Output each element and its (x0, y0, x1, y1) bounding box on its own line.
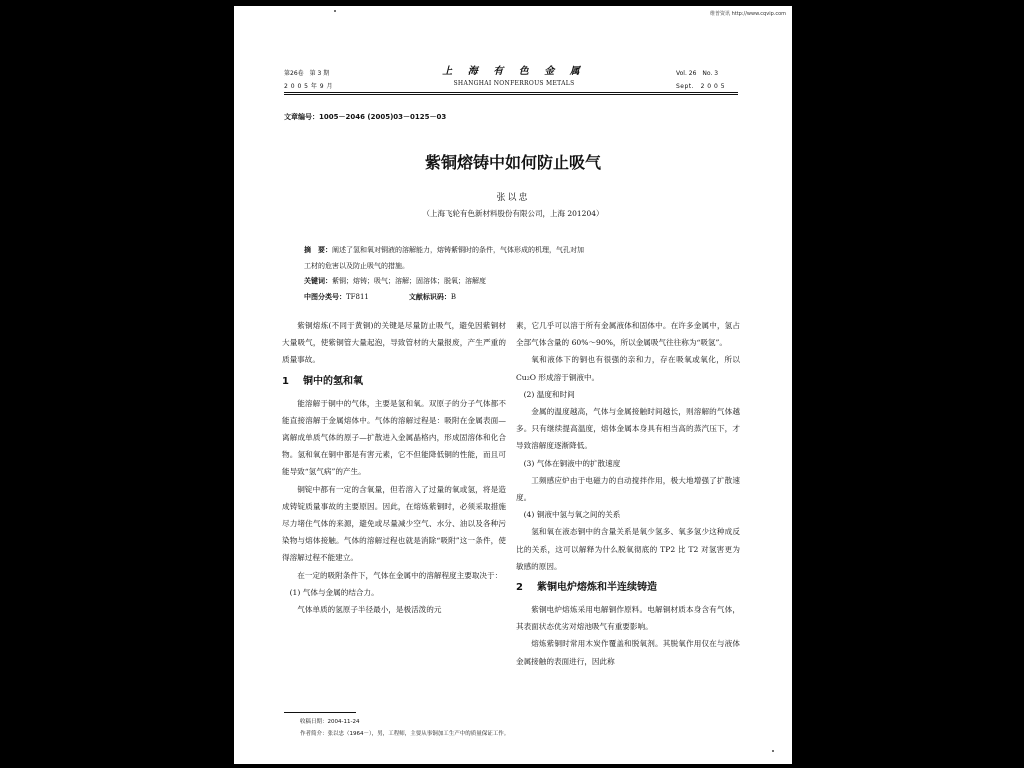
classification-line (304, 290, 456, 304)
list-item: (3) 气体在铜液中的扩散速度 (523, 458, 621, 468)
section-heading-2: 2 紫铜电炉熔炼和半连续铸造 (516, 582, 657, 594)
paragraph: 铜锭中都有一定的含氧量，但若溶入了过量的氧或氢，将是造成铸锭质量事故的主要原因。因此，在熔炼紫铜时，必须采取措施尽力堵住气体的来源，避免或尽量减少空气、水分、油以及各种污染物与熔体接触。气体的溶解过程也就是消除“吸附”这一条件，使得溶解过程不能建立。 (282, 484, 506, 563)
paragraph: 金属的温度越高，气体与金属接触时间越长，则溶解的气体越多。只有继续提高温度，熔体金属本身具有相当高的蒸汽压下，才导致溶解度逐渐降低。 (516, 407, 740, 451)
author-name: 张以忠 (496, 193, 530, 203)
paragraph: 能溶解于铜中的气体，主要是氢和氧。双原子的分子气体都不能直接溶解于金属熔体中。气体的溶解过程是：吸附在金属表面—离解成单质气体的原子—扩散进入金属晶格内，形成固溶体和化合物。氢和氧在铜中都是有害元素，它不但能降低铜的性能，而且可能导致“氢气病”的产生。 (282, 398, 506, 477)
paragraph: 素，它几乎可以溶于所有金属液体和固体中。在许多金属中，氢占全部气体含量的 60%～90%，所以金属吸气往往称为“吸氢”。 (516, 321, 740, 348)
keywords-label: 关键词： (304, 277, 332, 285)
watermark: 维普资讯 http://www.cqvip.com (710, 11, 787, 17)
author-bio: 作者简介：张以忠（1964－），男，工程师，主要从事铜加工生产中的质量保证工作。 (300, 731, 510, 737)
abstract-line-2: 工材的危害以及防止吸气的措施。 (304, 262, 409, 270)
publication-date-en: Sept. 2 0 0 5 (676, 83, 726, 90)
header-rule (284, 94, 738, 95)
volume-issue-en: Vol. 26 No. 3 (676, 70, 719, 77)
paragraph: 在一定的吸附条件下，气体在金属中的溶解程度主要取决于： (297, 570, 503, 580)
header-rule (284, 92, 738, 93)
doc-code-label: 文献标识码： (408, 293, 451, 301)
received-date: 收稿日期：2004-11-24 (300, 719, 360, 725)
paragraph: 熔炼紫铜时常用木炭作覆盖和脱氧剂。其脱氧作用仅在与液体金属接触的表面进行，因此称 (516, 639, 740, 666)
right-column (516, 317, 740, 670)
keywords: 紫铜；熔铸；吸气；溶解；固溶体；脱氧；溶解度 (332, 277, 486, 285)
keywords-line (304, 274, 486, 288)
doc-code: B (450, 293, 457, 301)
scan-speck (334, 10, 336, 12)
abstract-text: 阐述了氢和氧对铜液的溶解能力，熔铸紫铜时的条件，气体形成的机理，气孔对加 (332, 246, 584, 254)
list-item: (2) 温度和时间 (523, 389, 575, 399)
intro-paragraph: 紫铜熔炼(不同于黄铜)的关键是尽量防止吸气，避免因紫铜材大量吸气，使紫铜管大量起泡，导致管材的大量报废，产生严重的质量事故。 (282, 321, 506, 365)
scan-speck (772, 750, 774, 752)
list-item: (4) 铜液中氢与氧之间的关系 (523, 510, 621, 520)
journal-title-cn: 上 海 有 色 金 属 (442, 66, 586, 77)
article-title: 紫铜熔铸中如何防止吸气 (424, 153, 601, 172)
section-heading-1: 1 铜中的氢和氧 (282, 375, 363, 387)
paragraph: 工频感应炉由于电磁力的自动搅拌作用，极大地增强了扩散速度。 (516, 475, 740, 503)
paragraph: 紫铜电炉熔炼采用电解铜作原料。电解铜材质本身含有气体，其表面状态优劣对熔池吸气有重要影响。 (516, 605, 740, 632)
abstract-line-1 (304, 243, 584, 257)
clc-code: TF811 (346, 293, 369, 301)
publication-date-cn: 2 0 0 5 年 9 月 (284, 83, 334, 90)
paper-page (234, 6, 792, 764)
abstract-label: 摘 要： (304, 246, 332, 254)
list-item: (1) 气体与金属的结合力。 (289, 587, 379, 597)
left-column (282, 317, 506, 618)
paragraph: 气体单质的氢原子半径最小，是极活泼的元 (297, 605, 442, 615)
author-affiliation: （上海飞轮有色新材料股份有限公司，上海 201204） (422, 209, 604, 218)
volume-issue: 第26卷 第 3 期 (284, 70, 330, 77)
journal-title-en: SHANGHAI NONFERROUS METALS (453, 80, 575, 87)
paragraph: 氢和氧在液态铜中的含量关系是氧少氢多、氧多氢少这种成反比的关系，这可以解释为什么脱氧彻底的 TP2 比 T2 对氢害更为敏感的原因。 (516, 527, 740, 571)
article-number: 文章编号：1005－2046 (2005)03－0125－03 (284, 113, 447, 121)
paragraph: 氧和液体下的铜也有很强的亲和力，存在吸氧或氧化，所以 Cu₂O 形成溶于铜液中。 (516, 355, 740, 382)
clc-label: 中图分类号： (304, 293, 346, 301)
footnote-rule (284, 712, 356, 713)
